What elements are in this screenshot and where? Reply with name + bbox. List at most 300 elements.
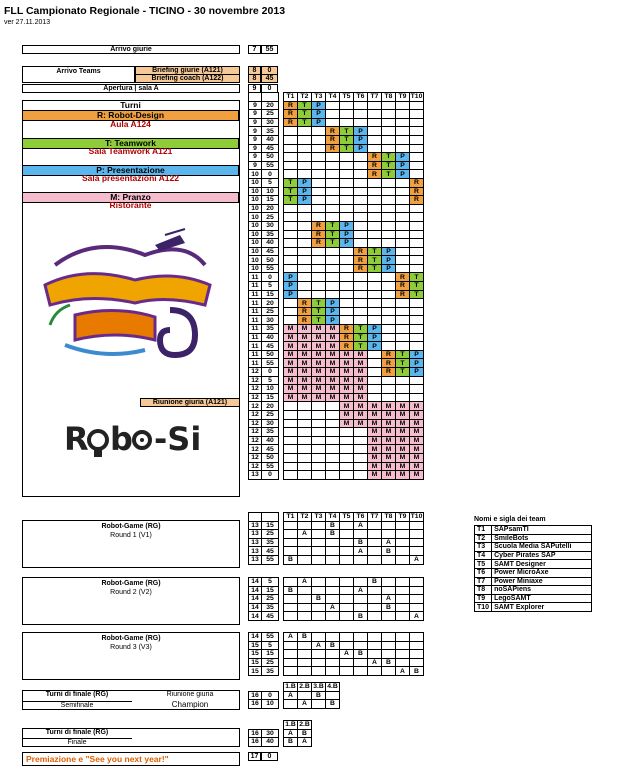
slot-cell (326, 612, 340, 621)
slot-cell (340, 641, 354, 650)
slot-cell: B (284, 738, 298, 747)
minute-cell: 30 (262, 316, 279, 325)
slot-cell (340, 428, 354, 437)
slot-cell (410, 153, 424, 162)
slot-cell (410, 641, 424, 650)
slot-cell (312, 213, 326, 222)
slot-cell: M (410, 428, 424, 437)
slot-cell (284, 521, 298, 530)
hour-cell: 10 (249, 178, 262, 187)
slot-cell: M (396, 419, 410, 428)
minute-cell: 20 (262, 204, 279, 213)
slot-cell (410, 307, 424, 316)
slot-cell (410, 658, 424, 667)
slot-cell: T (312, 299, 326, 308)
slot-cell (396, 178, 410, 187)
slot-cell: P (382, 256, 396, 265)
slot-cell: T (326, 230, 340, 239)
slot-cell: M (326, 359, 340, 368)
slot-cell (354, 161, 368, 170)
hour-cell: 10 (249, 204, 262, 213)
slot-cell: M (312, 376, 326, 385)
team-name: Scuola Media SAPutelli (492, 543, 592, 552)
slot-cell (410, 586, 424, 595)
minute-cell: 35 (262, 538, 279, 547)
slot-cell: M (396, 410, 410, 419)
slot-cell: R (298, 299, 312, 308)
slot-cell: M (354, 359, 368, 368)
slot-cell (312, 144, 326, 153)
slot-cell (382, 633, 396, 642)
slot-cell (368, 144, 382, 153)
minute-cell: 50 (262, 350, 279, 359)
slot-cell (340, 612, 354, 621)
slot-cell (298, 419, 312, 428)
slot-cell (340, 101, 354, 110)
slot-cell (284, 135, 298, 144)
slot-cell (368, 641, 382, 650)
slot-cell (354, 667, 368, 676)
round-table (248, 577, 424, 621)
minute-cell: 50 (262, 453, 279, 462)
slot-cell: M (396, 445, 410, 454)
slot-cell (312, 555, 326, 564)
slot-cell (368, 667, 382, 676)
slot-cell (368, 393, 382, 402)
minute-cell: 10 (262, 700, 279, 709)
slot-cell: P (396, 153, 410, 162)
slot-cell (326, 282, 340, 291)
slot-cell: T (368, 256, 382, 265)
slot-cell (312, 178, 326, 187)
slot-cell: P (354, 135, 368, 144)
minute-cell: 55 (262, 359, 279, 368)
slot-cell: M (340, 368, 354, 377)
slot-cell: M (382, 419, 396, 428)
slot-cell (284, 603, 298, 612)
slot-cell (298, 691, 312, 700)
hour-cell: 14 (249, 586, 262, 595)
slot-cell (368, 316, 382, 325)
slot-cell (368, 230, 382, 239)
minute-cell: 10 (262, 187, 279, 196)
slot-cell (284, 641, 298, 650)
table-row (249, 385, 424, 394)
slot-cell: B (410, 667, 424, 676)
final-col-header: 2.B (299, 683, 310, 691)
slot-cell (382, 144, 396, 153)
slot-cell (410, 650, 424, 659)
slot-cell (340, 538, 354, 547)
slot-cell (410, 530, 424, 539)
slot-cell (284, 221, 298, 230)
slot-cell (340, 453, 354, 462)
slot-cell (354, 316, 368, 325)
slot-cell (368, 299, 382, 308)
slot-cell: M (368, 428, 382, 437)
blank-cell (249, 683, 262, 692)
hour-cell: 14 (249, 595, 262, 604)
hour-cell: 16 (249, 738, 262, 747)
slot-cell: M (410, 453, 424, 462)
svg-text:R: R (64, 420, 89, 458)
slot-cell (312, 264, 326, 273)
blank-cell (249, 513, 262, 522)
slot-cell (312, 530, 326, 539)
team-name: Power Miniaxe (492, 577, 592, 586)
hour-cell: 12 (249, 393, 262, 402)
minute-cell: 0 (262, 691, 279, 700)
slot-cell: P (382, 264, 396, 273)
time-hour: 9 (248, 84, 261, 93)
slot-cell (284, 530, 298, 539)
minute-cell: 0 (262, 170, 279, 179)
minute-cell: 5 (262, 578, 279, 587)
table-row (249, 290, 424, 299)
slot-cell (354, 603, 368, 612)
minute-cell: 45 (262, 342, 279, 351)
slot-cell (326, 256, 340, 265)
slot-cell: B (354, 538, 368, 547)
hour-cell: 16 (249, 691, 262, 700)
slot-cell: M (368, 445, 382, 454)
slot-cell (410, 161, 424, 170)
slot-cell (284, 264, 298, 273)
semifinal-label: Semifinale (22, 701, 132, 709)
table-row (249, 471, 424, 480)
slot-cell (312, 153, 326, 162)
slot-cell (340, 282, 354, 291)
minute-cell: 5 (262, 641, 279, 650)
table-row (249, 428, 424, 437)
slot-cell (354, 230, 368, 239)
slot-cell: M (396, 471, 410, 480)
team-row (475, 577, 592, 586)
slot-cell: R (382, 350, 396, 359)
slot-cell (396, 393, 410, 402)
slot-cell (340, 316, 354, 325)
slot-cell: R (382, 368, 396, 377)
slot-cell (312, 290, 326, 299)
team-name: noSAPiens (492, 586, 592, 595)
slot-cell (312, 658, 326, 667)
blank-cell (262, 513, 279, 522)
slot-cell (410, 247, 424, 256)
slot-cell (312, 586, 326, 595)
slot-cell (326, 204, 340, 213)
slot-cell (298, 170, 312, 179)
minute-cell: 40 (262, 239, 279, 248)
table-row (249, 586, 424, 595)
hour-cell: 13 (249, 471, 262, 480)
slot-cell (340, 187, 354, 196)
final-col-header: 4.B (327, 683, 338, 691)
slot-cell (382, 135, 396, 144)
team-code: T3 (475, 543, 492, 552)
team-code: T2 (475, 534, 492, 543)
slot-cell (326, 658, 340, 667)
slot-cell (354, 428, 368, 437)
slot-cell: T (354, 325, 368, 334)
slot-cell (368, 555, 382, 564)
minute-cell: 40 (262, 135, 279, 144)
table-row (249, 230, 424, 239)
slot-cell: R (326, 144, 340, 153)
table-row (249, 530, 424, 539)
time-min: 0 (261, 66, 278, 75)
slot-cell (396, 264, 410, 273)
slot-cell: M (340, 410, 354, 419)
hour-cell: 12 (249, 385, 262, 394)
slot-cell (382, 641, 396, 650)
minute-cell: 25 (262, 658, 279, 667)
slot-cell (326, 101, 340, 110)
slot-cell (354, 110, 368, 119)
slot-cell (340, 436, 354, 445)
final-col-header: 1.B (285, 721, 296, 729)
slot-cell (298, 547, 312, 556)
slot-cell: R (326, 135, 340, 144)
table-row (249, 101, 424, 110)
slot-cell (312, 436, 326, 445)
slot-cell (298, 273, 312, 282)
hour-cell: 9 (249, 135, 262, 144)
slot-cell (326, 273, 340, 282)
slot-cell (298, 264, 312, 273)
minute-cell: 0 (262, 273, 279, 282)
team-col-header: T7 (368, 513, 382, 522)
slot-cell: M (368, 462, 382, 471)
slot-cell (312, 419, 326, 428)
slot-cell (396, 333, 410, 342)
table-row (249, 419, 424, 428)
team-col-header: T8 (382, 513, 396, 522)
slot-cell: A (298, 530, 312, 539)
slot-cell (284, 144, 298, 153)
table-row (249, 204, 424, 213)
hour-cell: 12 (249, 376, 262, 385)
slot-cell (410, 393, 424, 402)
slot-cell: B (354, 650, 368, 659)
slot-cell (410, 230, 424, 239)
slot-cell (382, 204, 396, 213)
slot-cell (382, 282, 396, 291)
hour-cell: 10 (249, 256, 262, 265)
slot-cell (284, 453, 298, 462)
team-row (475, 568, 592, 577)
slot-cell (326, 247, 340, 256)
table-row (249, 462, 424, 471)
slot-cell: B (382, 658, 396, 667)
final-label: Finale (22, 738, 132, 746)
slot-cell (312, 650, 326, 659)
slot-cell (368, 118, 382, 127)
slot-cell: R (298, 316, 312, 325)
table-row (249, 603, 424, 612)
hour-cell: 11 (249, 282, 262, 291)
apertura-label: Apertura | sala A (22, 84, 240, 93)
table-row (249, 178, 424, 187)
slot-cell (396, 547, 410, 556)
slot-cell (368, 127, 382, 136)
hour-cell: 11 (249, 316, 262, 325)
header-row (249, 683, 340, 692)
slot-cell (284, 471, 298, 480)
team-row (475, 526, 592, 535)
table-row (249, 118, 424, 127)
legend-presentazione: P: Presentazione (22, 165, 239, 176)
minute-cell: 30 (262, 729, 279, 738)
team-col-header: T2 (298, 93, 312, 102)
team-col-header: T4 (326, 93, 340, 102)
minute-cell: 45 (262, 144, 279, 153)
slot-cell: T (340, 144, 354, 153)
slot-cell (354, 196, 368, 205)
slot-cell (284, 402, 298, 411)
slot-cell (326, 402, 340, 411)
minute-cell: 50 (262, 153, 279, 162)
slot-cell: M (326, 385, 340, 394)
schedule-table (248, 92, 424, 480)
slot-cell (354, 462, 368, 471)
slot-cell (326, 170, 340, 179)
slot-cell: M (396, 402, 410, 411)
slot-cell (340, 196, 354, 205)
hour-cell: 15 (249, 667, 262, 676)
minute-cell: 25 (262, 530, 279, 539)
slot-cell (354, 273, 368, 282)
slot-cell (382, 178, 396, 187)
slot-cell (354, 578, 368, 587)
slot-cell (312, 445, 326, 454)
slot-cell (410, 578, 424, 587)
slot-cell: M (326, 376, 340, 385)
round-name: Round 2 (V2) (110, 589, 152, 596)
slot-cell: M (410, 436, 424, 445)
slot-cell (312, 700, 326, 709)
riunione-label: Riunione giuria (166, 691, 214, 698)
slot-cell (354, 555, 368, 564)
slot-cell (382, 521, 396, 530)
slot-cell (340, 445, 354, 454)
slot-cell (410, 204, 424, 213)
slot-cell: M (340, 350, 354, 359)
slot-cell (340, 547, 354, 556)
minute-cell: 10 (262, 385, 279, 394)
slot-cell (410, 385, 424, 394)
slot-cell (354, 213, 368, 222)
slot-cell: P (298, 196, 312, 205)
slot-cell: M (368, 453, 382, 462)
slot-cell: M (410, 410, 424, 419)
slot-cell (382, 101, 396, 110)
table-row (249, 555, 424, 564)
slot-cell (396, 385, 410, 394)
hour-cell: 15 (249, 658, 262, 667)
minute-cell: 20 (262, 299, 279, 308)
slot-cell (340, 273, 354, 282)
slot-cell (368, 178, 382, 187)
slot-cell (410, 144, 424, 153)
team-code: T8 (475, 586, 492, 595)
hour-cell: 12 (249, 428, 262, 437)
slot-cell (340, 595, 354, 604)
slot-cell: M (312, 368, 326, 377)
slot-cell: P (326, 299, 340, 308)
slot-cell (382, 530, 396, 539)
blank-cell (249, 721, 262, 730)
slot-cell (368, 385, 382, 394)
minute-cell: 15 (262, 521, 279, 530)
slot-cell (354, 530, 368, 539)
slot-cell (326, 453, 340, 462)
slot-cell (410, 595, 424, 604)
slot-cell: T (340, 127, 354, 136)
slot-cell: M (396, 453, 410, 462)
slot-cell (410, 333, 424, 342)
slot-cell (298, 650, 312, 659)
slot-cell: B (382, 603, 396, 612)
table-row (249, 612, 424, 621)
table-row (249, 187, 424, 196)
slot-cell: T (410, 290, 424, 299)
slot-cell: M (354, 393, 368, 402)
slot-cell: M (298, 333, 312, 342)
slot-cell: T (312, 316, 326, 325)
slot-cell (326, 691, 340, 700)
slot-cell (298, 256, 312, 265)
slot-cell (382, 393, 396, 402)
slot-cell (340, 247, 354, 256)
hour-cell: 11 (249, 325, 262, 334)
semifinal-table (248, 682, 340, 709)
slot-cell (396, 650, 410, 659)
slot-cell (326, 419, 340, 428)
slot-cell (326, 264, 340, 273)
slot-cell (326, 196, 340, 205)
slot-cell: R (354, 256, 368, 265)
slot-cell: B (284, 555, 298, 564)
slot-cell (382, 555, 396, 564)
slot-cell: T (410, 273, 424, 282)
team-row (475, 534, 592, 543)
slot-cell: M (340, 376, 354, 385)
header-row (249, 93, 424, 102)
slot-cell: T (284, 196, 298, 205)
slot-cell (368, 368, 382, 377)
final-col-header: 1.B (285, 683, 296, 691)
team-col-header: T1 (284, 93, 298, 102)
slot-cell (312, 547, 326, 556)
team-col-header: T8 (382, 93, 396, 102)
award-label: Premiazione e "See you next year!" (22, 752, 240, 766)
team-name: SAMT Explorer (492, 603, 592, 612)
team-col-header: T9 (396, 93, 410, 102)
minute-cell: 25 (262, 307, 279, 316)
slot-cell: P (368, 342, 382, 351)
hour-cell: 12 (249, 402, 262, 411)
table-row (249, 410, 424, 419)
slot-cell: M (354, 419, 368, 428)
slot-cell: T (298, 110, 312, 119)
team-row (475, 586, 592, 595)
table-row (249, 359, 424, 368)
slot-cell (382, 221, 396, 230)
hour-cell: 10 (249, 239, 262, 248)
page-title: FLL Campionato Regionale - TICINO - 30 novembre 2013 (4, 5, 286, 17)
slot-cell: R (312, 239, 326, 248)
slot-cell (340, 555, 354, 564)
